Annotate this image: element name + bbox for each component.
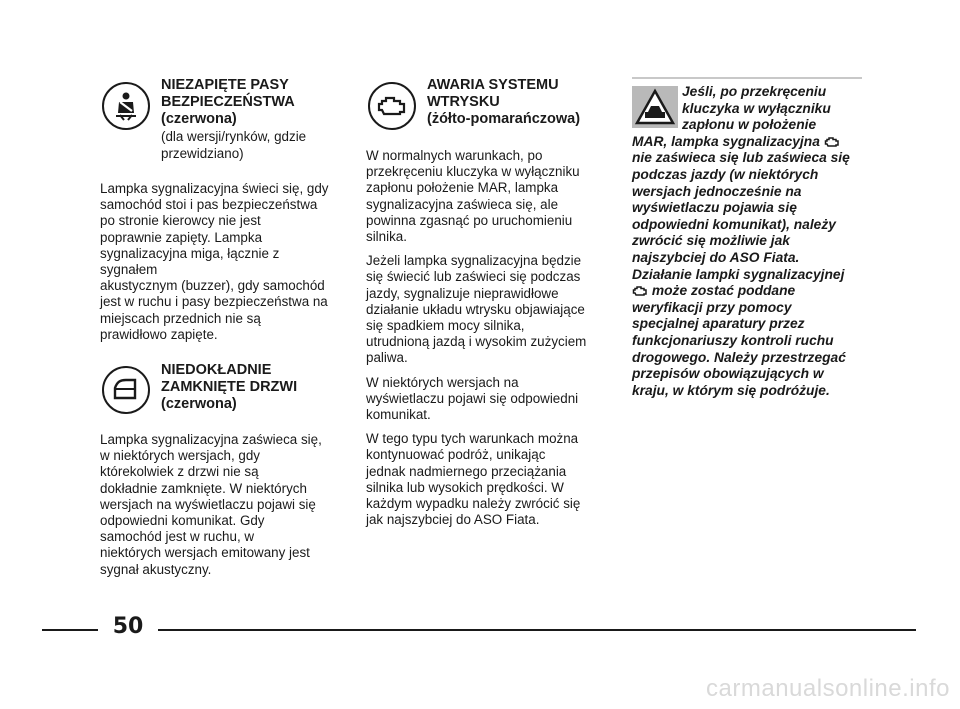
- injection-p2-line: się spadkiem mocy silnika,: [366, 318, 525, 334]
- page-number: 50: [112, 614, 144, 639]
- warning-line: zapłonu w położenie: [682, 117, 817, 133]
- doors-body-line: niektórych wersjach emitowany jest: [100, 545, 310, 561]
- footer-rule-right: [158, 629, 916, 631]
- injection-p2-line: działanie układu wtrysku objawiające: [366, 301, 585, 317]
- doors-heading: [161, 362, 297, 413]
- warning-line: kraju, w którym się podróżuje.: [632, 382, 830, 398]
- injection-p2-line: jazdy, sygnalizuje nieprawidłowe: [366, 285, 559, 301]
- injection-p1-line: przekręceniu kluczyka w wyłączniku: [366, 164, 580, 180]
- injection-heading: [427, 77, 580, 128]
- warning-line: zwrócić się możliwie jak: [632, 233, 790, 249]
- warning-line: kluczyka w wyłączniku: [682, 100, 831, 116]
- warning-line: najszybciej do ASO Fiata.: [632, 249, 800, 265]
- injection-p1-line: W normalnych warunkach, po: [366, 148, 543, 163]
- warning-line: funkcjonariuszy kontroli ruchu: [632, 332, 834, 348]
- seatbelt-color: (czerwona): [161, 111, 237, 127]
- warning-line: MAR, lampka sygnalizacyjna: [632, 133, 820, 149]
- injection-p3-line: wyświetlaczu pojawi się odpowiedni: [366, 390, 579, 406]
- injection-p2-line: utrudnioną jazdą i wysokim zużyciem: [366, 334, 587, 350]
- injection-p2-line: paliwa.: [366, 350, 408, 366]
- doors-body-line: którekolwiek z drzwi nie są: [100, 464, 259, 480]
- injection-p3-line: komunikat.: [366, 407, 431, 423]
- seatbelt-title-line2: BEZPIECZEŃSTWA: [161, 94, 295, 110]
- warning-text: [632, 84, 864, 399]
- injection-p4-line: jednak nadmiernego przeciążania: [366, 463, 567, 479]
- seatbelt-body-line: miejscach przednich nie są: [100, 310, 261, 326]
- injection-p1-line: sygnalizacyjna zaświeca się, ale: [366, 196, 559, 212]
- doors-body: [100, 432, 340, 586]
- seatbelt-title-line1: NIEZAPIĘTE PASY: [161, 77, 289, 93]
- seatbelt-body-line: prawidłowo zapięte.: [100, 326, 218, 342]
- doors-body-line: w niektórych wersjach, gdy: [100, 448, 261, 464]
- seatbelt-body-line: Lampka sygnalizacyjna świeci się, gdy: [100, 181, 329, 196]
- warning-line: drogowego. Należy przestrzegać: [632, 349, 846, 365]
- seatbelt-note-line2: przewidziano): [161, 146, 244, 161]
- warning-line: nie zaświeca się lub zaświeca się: [632, 150, 850, 166]
- seatbelt-note-line1: (dla wersji/rynków, gdzie: [161, 129, 307, 144]
- seatbelt-heading: [161, 77, 306, 162]
- doors-title-line1: NIEDOKŁADNIE: [161, 362, 272, 378]
- check-engine-icon: [824, 136, 840, 148]
- door-open-icon: [102, 366, 150, 414]
- injection-p1-line: zapłonu położenie MAR, lampka: [366, 180, 559, 196]
- warning-line: przepisów obowiązujących w: [632, 366, 824, 382]
- warning-line: Działanie lampki sygnalizacyjnej: [632, 266, 845, 282]
- injection-body: [366, 148, 616, 536]
- injection-p4-line: W tego typu tych warunkach można: [366, 431, 579, 447]
- injection-p4-line: silnika lub wysokich prędkości. W: [366, 479, 564, 495]
- injection-p2-line: Jeżeli lampka sygnalizacyjna będzie: [366, 253, 582, 269]
- seatbelt-body-line: po stronie kierowcy nie jest: [100, 213, 261, 229]
- injection-p1-line: powinna zgasnąć po uruchomieniu: [366, 212, 573, 228]
- injection-p3-line: W niektórych wersjach na: [366, 374, 519, 390]
- seatbelt-body-line: sygnalizacyjna miga, łącznie z sygnałem: [100, 245, 280, 278]
- doors-body-line: dokładnie zamknięte. W niektórych: [100, 480, 307, 496]
- warning-line: podczas jazdy (w niektórych: [632, 166, 819, 182]
- check-engine-icon: [368, 82, 416, 130]
- doors-title-line2: ZAMKNIĘTE DRZWI: [161, 379, 298, 395]
- injection-p4-line: kontynuować podróż, unikając: [366, 447, 546, 463]
- seatbelt-body-line: poprawnie zapięty. Lampka: [100, 229, 263, 245]
- doors-body-line: wersjach na wyświetlaczu pojawi się: [100, 496, 316, 512]
- injection-p2-line: się świecić lub zaświeci się podczas: [366, 269, 581, 285]
- check-engine-icon: [632, 285, 648, 297]
- warning-top-rule: [632, 77, 862, 79]
- footer-rule-left: [42, 629, 98, 631]
- warning-line: może zostać poddane: [651, 283, 796, 299]
- warning-line: Jeśli, po przekręceniu: [682, 84, 827, 99]
- watermark: carmanualsonline.info: [706, 675, 950, 702]
- warning-line: weryfikacji przy pomocy: [632, 299, 792, 315]
- injection-p1-line: silnika.: [366, 229, 407, 245]
- injection-title-line1: AWARIA SYSTEMU: [427, 77, 559, 93]
- seatbelt-body-line: akustycznym (buzzer), gdy samochód: [100, 278, 325, 294]
- doors-body-line: odpowiedni komunikat. Gdy: [100, 513, 265, 529]
- doors-body-line: samochód jest w ruchu, w: [100, 529, 255, 545]
- seatbelt-body-line: samochód stoi i pas bezpieczeństwa: [100, 197, 318, 213]
- injection-p4-line: każdym wypadku należy zwrócić się: [366, 496, 581, 512]
- warning-line: odpowiedni komunikat), należy: [632, 216, 836, 232]
- doors-body-line: sygnał akustyczny.: [100, 561, 212, 577]
- warning-line: wyświetlaczu pojawia się: [632, 200, 797, 216]
- doors-body-line: Lampka sygnalizacyjna zaświeca się,: [100, 432, 322, 447]
- seatbelt-body-line: jest w ruchu i pasy bezpieczeństwa na: [100, 294, 328, 310]
- injection-title-line2: WTRYSKU: [427, 94, 500, 110]
- injection-p4-line: jak najszybciej do ASO Fiata.: [366, 512, 540, 528]
- warning-line: wersjach jednocześnie na: [632, 183, 802, 199]
- warning-line: specjalnej aparatury przez: [632, 316, 805, 332]
- seatbelt-warning-icon: [102, 82, 150, 130]
- doors-color: (czerwona): [161, 396, 237, 412]
- seatbelt-body: [100, 181, 340, 351]
- injection-color: (żółto-pomarańczowa): [427, 111, 581, 127]
